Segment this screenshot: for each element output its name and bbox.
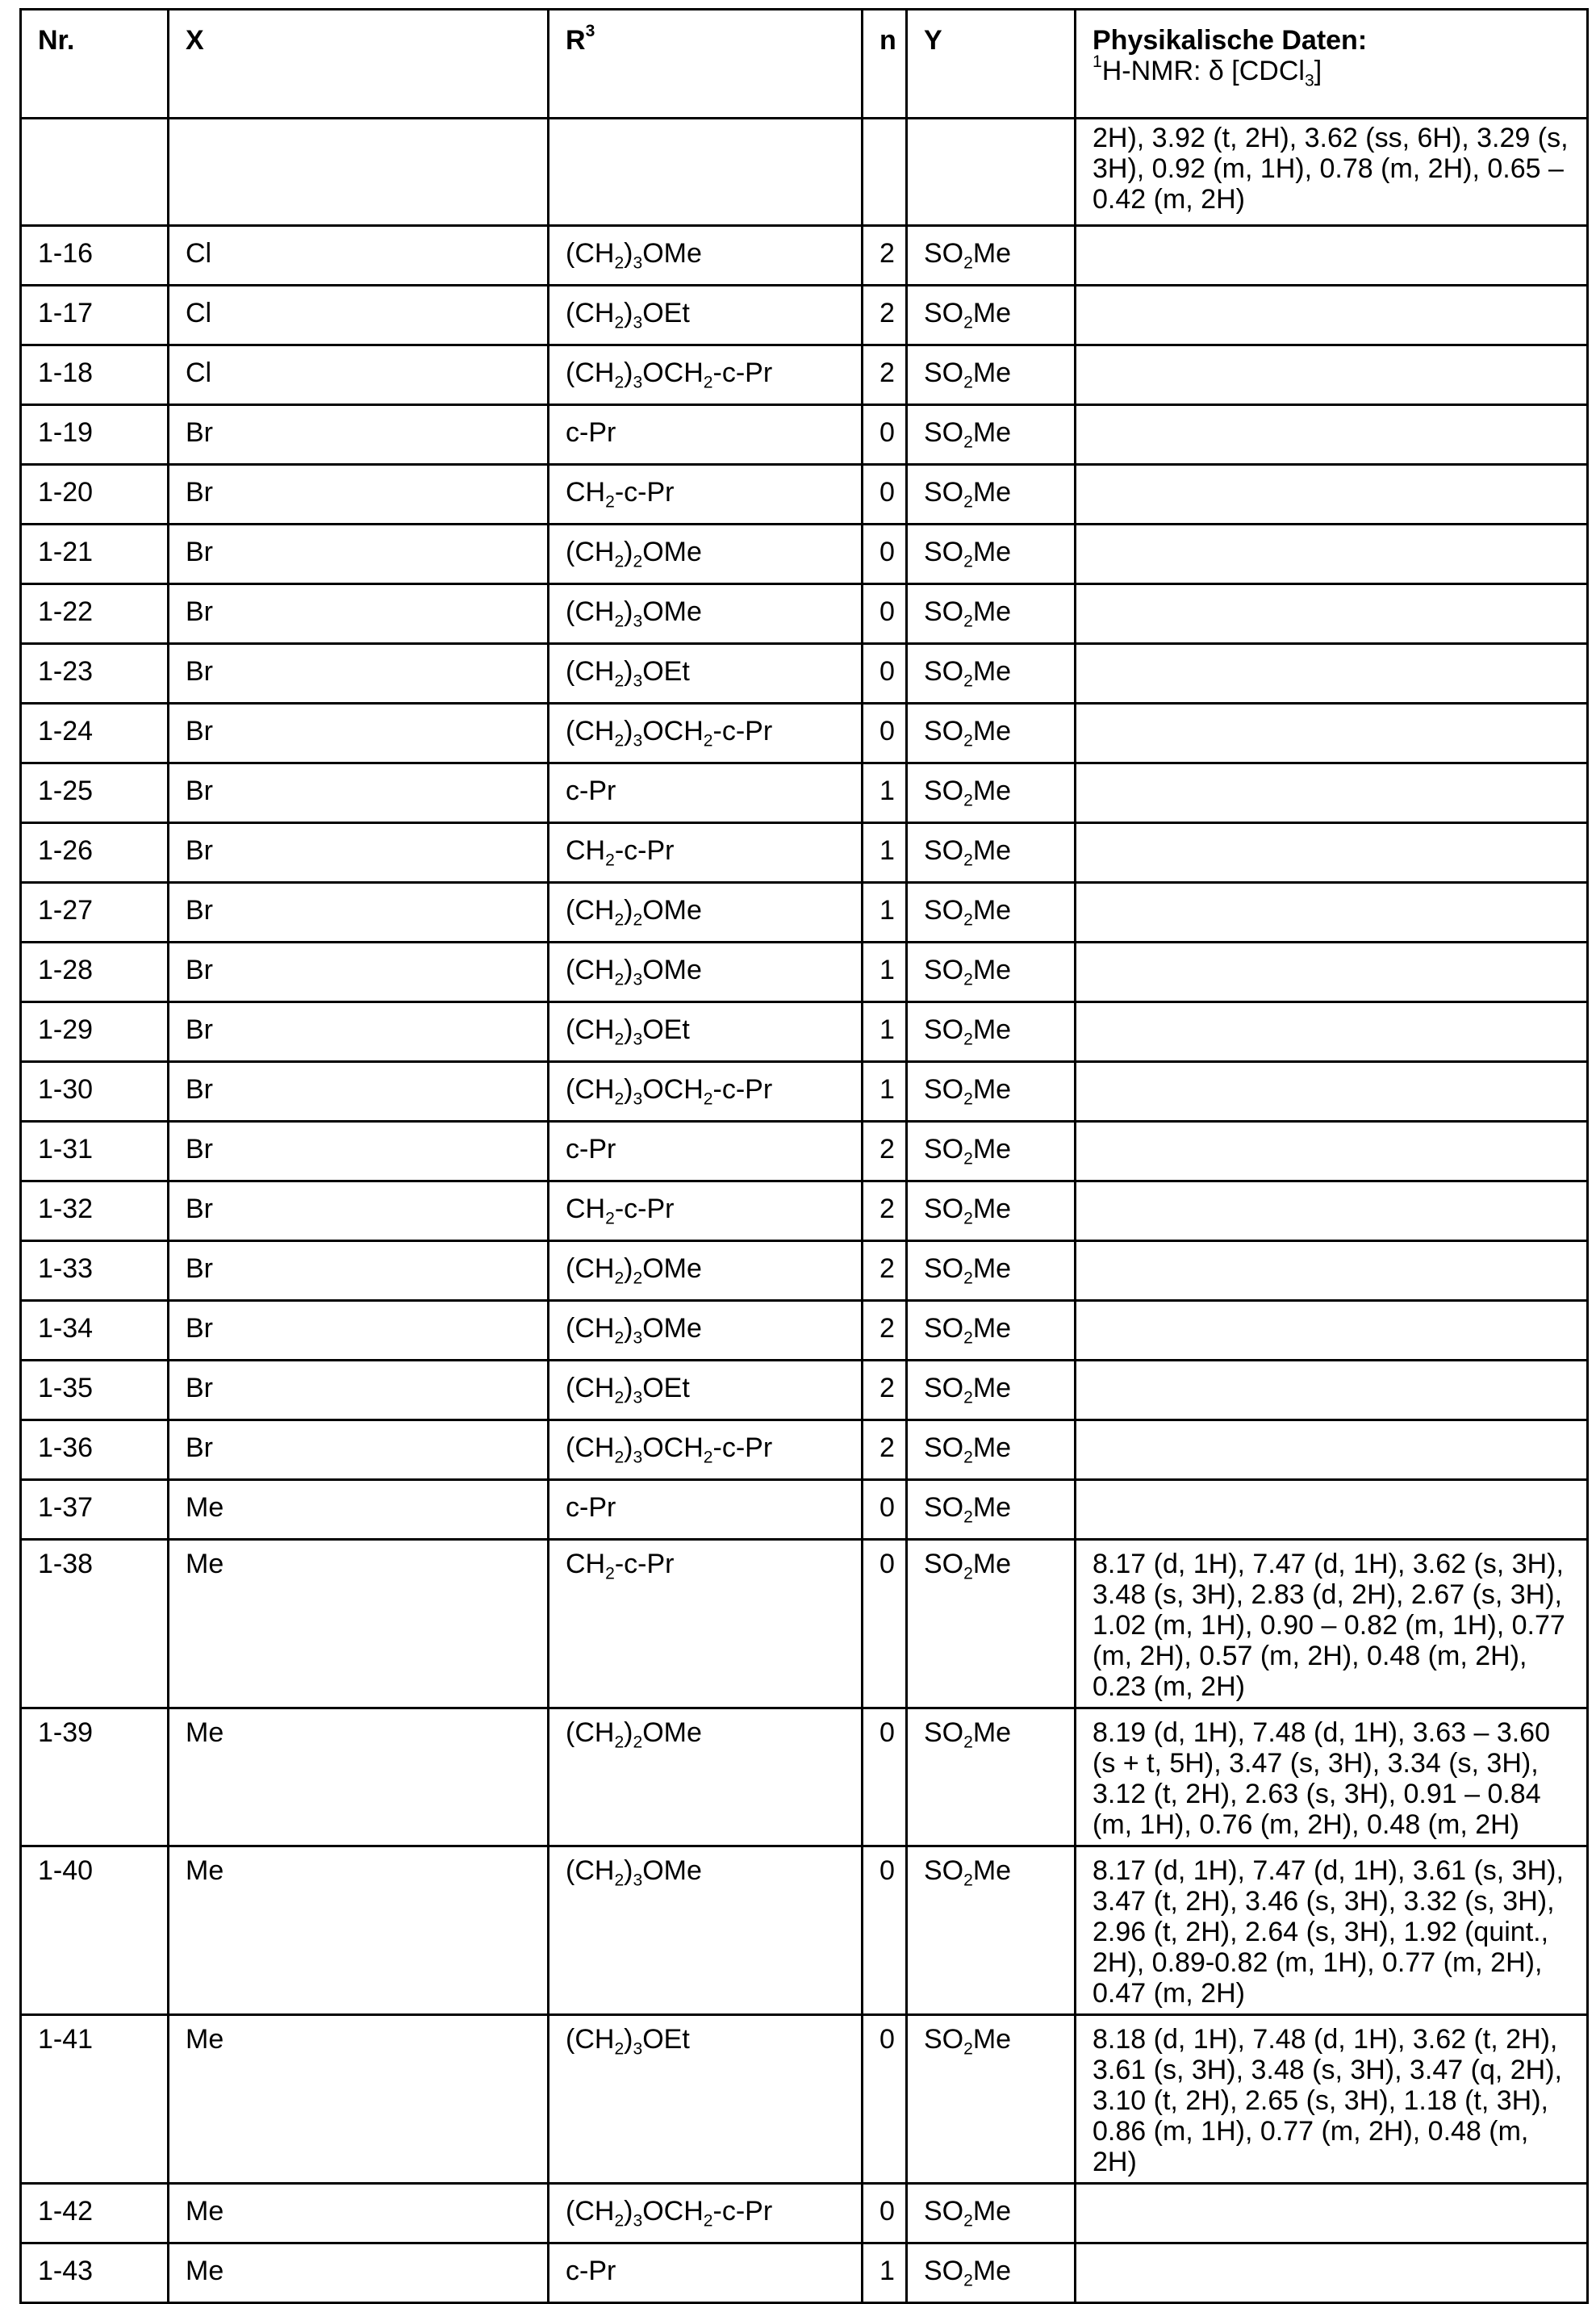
cell-nr: 1-28 [21, 943, 169, 1002]
cell-x: Br [169, 644, 549, 704]
table-row [21, 1480, 1588, 1540]
cell-r3: $(CH_2)_3OCH_2-c-Pr$ [549, 1062, 863, 1122]
cell-n: 0 [863, 584, 907, 644]
cell-n: 1 [863, 883, 907, 943]
table-row [21, 405, 1588, 465]
cell-n: 2 [863, 1241, 907, 1301]
cell-nr: 1-39 [21, 1708, 169, 1846]
cell-nmr: 8.17 (d, 1H), 7.47 (d, 1H), 3.61 (s, 3H), 3.47 (t, 2H), 3.46 (s, 3H), 3.32 (s, 3H), 2.96 (t, 2H), 2.64 (s, 3H), 1.92 (quint., 2H), 0.89-0.82 (m, 1H), 0.77 (m, 2H), 0.47 (m, 2H) [1076, 1846, 1588, 2015]
cell-n: 0 [863, 2184, 907, 2243]
table-row [21, 1002, 1588, 1062]
table-row [21, 286, 1588, 345]
header-x: X [169, 10, 549, 119]
cell-nmr [1076, 525, 1588, 584]
cell-nmr [1076, 1241, 1588, 1301]
cell-nmr [1076, 644, 1588, 704]
cell-nmr [1076, 1062, 1588, 1122]
cell-n: 1 [863, 943, 907, 1002]
cell-x: Me [169, 2243, 549, 2303]
cell-n: 0 [863, 1540, 907, 1708]
cell-r3: $(CH_2)_3OMe$ [549, 1846, 863, 2015]
cell-x: Br [169, 465, 549, 525]
table-row [21, 1062, 1588, 1122]
cell-n: 2 [863, 1361, 907, 1420]
cell-r3: $(CH_2)_3OEt$ [549, 1361, 863, 1420]
table-row [21, 943, 1588, 1002]
header-r3: $R^3$ [549, 10, 863, 119]
header-nr: Nr. [21, 10, 169, 119]
cell-x: Br [169, 584, 549, 644]
cell-y: $SO_2Me$ [907, 1181, 1076, 1241]
cell-nr: 1-33 [21, 1241, 169, 1301]
cell-n: 1 [863, 1002, 907, 1062]
cell-nmr [1076, 2243, 1588, 2303]
cell-nr: 1-16 [21, 226, 169, 286]
cell-nr: 1-40 [21, 1846, 169, 2015]
table-header [21, 10, 1588, 119]
cell-y: $SO_2Me$ [907, 286, 1076, 345]
cell-y: $SO_2Me$ [907, 2243, 1076, 2303]
table-row [21, 1122, 1588, 1181]
header-physical-data [1076, 10, 1588, 119]
cell-nmr [1076, 1420, 1588, 1480]
cell-y: $SO_2Me$ [907, 1420, 1076, 1480]
cell-r3: $(CH_2)_3OMe$ [549, 943, 863, 1002]
cell-nr: 1-42 [21, 2184, 169, 2243]
cell-r3: c-Pr [549, 1480, 863, 1540]
cell-r3: $(CH_2)_2OMe$ [549, 1708, 863, 1846]
cell-x: Cl [169, 226, 549, 286]
cell-n: 0 [863, 1846, 907, 2015]
cell-x: Br [169, 1361, 549, 1420]
cell-x: Me [169, 1540, 549, 1708]
cell-nr: 1-22 [21, 584, 169, 644]
cell-x: Br [169, 943, 549, 1002]
table-row [21, 226, 1588, 286]
cell-y: $SO_2Me$ [907, 1122, 1076, 1181]
cell-n: 1 [863, 763, 907, 823]
cell-nr: 1-34 [21, 1301, 169, 1361]
cell-r3: $(CH_2)_2OMe$ [549, 1241, 863, 1301]
cell-nmr [1076, 1181, 1588, 1241]
cell-n: 2 [863, 345, 907, 405]
cell-r3: $(CH_2)_3OMe$ [549, 1301, 863, 1361]
cell-nr: 1-20 [21, 465, 169, 525]
cell-nr: 1-23 [21, 644, 169, 704]
cell-nr: 1-29 [21, 1002, 169, 1062]
cell-n: 0 [863, 1708, 907, 1846]
cell-n: 0 [863, 644, 907, 704]
cell-nr: 1-30 [21, 1062, 169, 1122]
cell-nr: 1-36 [21, 1420, 169, 1480]
cell-nr: 1-35 [21, 1361, 169, 1420]
cell-n: 0 [863, 2015, 907, 2184]
cell-y: $SO_2Me$ [907, 1062, 1076, 1122]
cell-nr: 1-41 [21, 2015, 169, 2184]
cell-nr: 1-19 [21, 405, 169, 465]
cell-nmr [1076, 943, 1588, 1002]
cell-r3 [549, 119, 863, 226]
cell-nmr [1076, 1361, 1588, 1420]
cell-nmr [1076, 345, 1588, 405]
cell-nr: 1-17 [21, 286, 169, 345]
table-row [21, 2243, 1588, 2303]
cell-r3: $(CH_2)_2OMe$ [549, 525, 863, 584]
cell-nmr [1076, 2184, 1588, 2243]
cell-nr: 1-43 [21, 2243, 169, 2303]
cell-nmr [1076, 286, 1588, 345]
cell-nmr [1076, 1122, 1588, 1181]
cell-x: Br [169, 1181, 549, 1241]
cell-nmr [1076, 1301, 1588, 1361]
cell-r3: $(CH_2)_3OEt$ [549, 2015, 863, 2184]
cell-y: $SO_2Me$ [907, 1002, 1076, 1062]
cell-nr: 1-21 [21, 525, 169, 584]
cell-r3: $(CH_2)_3OEt$ [549, 286, 863, 345]
cell-r3: $CH_2-c-Pr$ [549, 465, 863, 525]
cell-r3: $CH_2-c-Pr$ [549, 1181, 863, 1241]
cell-y: $SO_2Me$ [907, 345, 1076, 405]
table-row [21, 823, 1588, 883]
cell-r3: $(CH_2)_3OCH_2-c-Pr$ [549, 704, 863, 763]
compound-table [19, 8, 1589, 2304]
table-row [21, 1241, 1588, 1301]
table-row [21, 1361, 1588, 1420]
cell-y: $SO_2Me$ [907, 584, 1076, 644]
cell-r3: $(CH_2)_3OCH_2-c-Pr$ [549, 2184, 863, 2243]
table-row [21, 1301, 1588, 1361]
cell-y: $SO_2Me$ [907, 704, 1076, 763]
cell-r3: $(CH_2)_3OEt$ [549, 1002, 863, 1062]
cell-x: Me [169, 2184, 549, 2243]
cell-nmr [1076, 226, 1588, 286]
header-n: n [863, 10, 907, 119]
header-nmr-solvent: $^1$H-NMR: δ [CDCl$_3$] [1093, 52, 1322, 90]
table-row [21, 1181, 1588, 1241]
cell-n: 2 [863, 1420, 907, 1480]
cell-nr: 1-24 [21, 704, 169, 763]
cell-x: Cl [169, 286, 549, 345]
cell-nmr [1076, 1002, 1588, 1062]
cell-n: 0 [863, 525, 907, 584]
cell-nr: 1-26 [21, 823, 169, 883]
cell-r3: $(CH_2)_3OCH_2-c-Pr$ [549, 345, 863, 405]
cell-n: 2 [863, 1122, 907, 1181]
cell-r3: c-Pr [549, 1122, 863, 1181]
cell-nr: 1-38 [21, 1540, 169, 1708]
table-row [21, 465, 1588, 525]
cell-nmr [1076, 584, 1588, 644]
cell-y: $SO_2Me$ [907, 823, 1076, 883]
cell-nr: 1-31 [21, 1122, 169, 1181]
cell-y: $SO_2Me$ [907, 405, 1076, 465]
cell-nr: 1-32 [21, 1181, 169, 1241]
cell-n: 1 [863, 1062, 907, 1122]
cell-nmr [1076, 883, 1588, 943]
table-row [21, 763, 1588, 823]
cell-x: Br [169, 1301, 549, 1361]
table-row [21, 1420, 1588, 1480]
cell-n: 1 [863, 823, 907, 883]
cell-r3: $CH_2-c-Pr$ [549, 823, 863, 883]
cell-nmr [1076, 405, 1588, 465]
cell-nr: 1-37 [21, 1480, 169, 1540]
cell-x: Br [169, 1062, 549, 1122]
cell-r3: $CH_2-c-Pr$ [549, 1540, 863, 1708]
cell-x: Br [169, 763, 549, 823]
table-row [21, 883, 1588, 943]
cell-n: 2 [863, 1181, 907, 1241]
cell-nr [21, 119, 169, 226]
cell-n: 0 [863, 405, 907, 465]
table-body [21, 119, 1588, 2303]
cell-n: 2 [863, 226, 907, 286]
cell-x: Me [169, 1480, 549, 1540]
table-row [21, 2184, 1588, 2243]
cell-n: 0 [863, 704, 907, 763]
cell-nmr: 8.18 (d, 1H), 7.48 (d, 1H), 3.62 (t, 2H), 3.61 (s, 3H), 3.48 (s, 3H), 3.47 (q, 2H), 3.10 (t, 2H), 2.65 (s, 3H), 1.18 (t, 3H), 0.86 (m, 1H), 0.77 (m, 2H), 0.48 (m, 2H) [1076, 2015, 1588, 2184]
cell-y: $SO_2Me$ [907, 1301, 1076, 1361]
cell-x [169, 119, 549, 226]
cell-nmr [1076, 823, 1588, 883]
table-row [21, 2015, 1588, 2184]
cell-nmr: 2H), 3.92 (t, 2H), 3.62 (ss, 6H), 3.29 (s, 3H), 0.92 (m, 1H), 0.78 (m, 2H), 0.65 – 0.42 (m, 2H) [1076, 119, 1588, 226]
cell-nmr: 8.17 (d, 1H), 7.47 (d, 1H), 3.62 (s, 3H), 3.48 (s, 3H), 2.83 (d, 2H), 2.67 (s, 3H), 1.02 (m, 1H), 0.90 – 0.82 (m, 1H), 0.77 (m, 2H), 0.57 (m, 2H), 0.48 (m, 2H), 0.23 (m, 2H) [1076, 1540, 1588, 1708]
cell-r3: c-Pr [549, 2243, 863, 2303]
cell-x: Br [169, 704, 549, 763]
cell-n [863, 119, 907, 226]
cell-r3: $(CH_2)_3OEt$ [549, 644, 863, 704]
cell-r3: $(CH_2)_3OCH_2-c-Pr$ [549, 1420, 863, 1480]
cell-y: $SO_2Me$ [907, 1241, 1076, 1301]
cell-n: 1 [863, 2243, 907, 2303]
cell-x: Me [169, 2015, 549, 2184]
table-row [21, 1708, 1588, 1846]
cell-nmr [1076, 763, 1588, 823]
cell-r3: $(CH_2)_3OMe$ [549, 584, 863, 644]
cell-y: $SO_2Me$ [907, 1480, 1076, 1540]
cell-n: 0 [863, 465, 907, 525]
table-row [21, 584, 1588, 644]
cell-nr: 1-18 [21, 345, 169, 405]
cell-y: $SO_2Me$ [907, 525, 1076, 584]
cell-y: $SO_2Me$ [907, 465, 1076, 525]
header-physical-data-title: Physikalische Daten: [1093, 25, 1368, 56]
cell-x: Br [169, 1420, 549, 1480]
cell-y [907, 119, 1076, 226]
cell-y: $SO_2Me$ [907, 226, 1076, 286]
cell-r3: c-Pr [549, 763, 863, 823]
cell-x: Br [169, 823, 549, 883]
table-row [21, 345, 1588, 405]
cell-x: Br [169, 1241, 549, 1301]
cell-y: $SO_2Me$ [907, 763, 1076, 823]
cell-x: Me [169, 1708, 549, 1846]
cell-y: $SO_2Me$ [907, 1846, 1076, 2015]
cell-y: $SO_2Me$ [907, 943, 1076, 1002]
cell-n: 2 [863, 1301, 907, 1361]
cell-n: 0 [863, 1480, 907, 1540]
cell-x: Cl [169, 345, 549, 405]
cell-x: Br [169, 1002, 549, 1062]
cell-y: $SO_2Me$ [907, 883, 1076, 943]
table-row [21, 704, 1588, 763]
cell-y: $SO_2Me$ [907, 2184, 1076, 2243]
table-row [21, 1540, 1588, 1708]
cell-x: Br [169, 525, 549, 584]
cell-n: 2 [863, 286, 907, 345]
cell-x: Br [169, 405, 549, 465]
cell-y: $SO_2Me$ [907, 1540, 1076, 1708]
cell-nmr: 8.19 (d, 1H), 7.48 (d, 1H), 3.63 – 3.60 (s + t, 5H), 3.47 (s, 3H), 3.34 (s, 3H), 3.12 (t, 2H), 2.63 (s, 3H), 0.91 – 0.84 (m, 1H), 0.76 (m, 2H), 0.48 (m, 2H) [1076, 1708, 1588, 1846]
cell-r3: c-Pr [549, 405, 863, 465]
cell-nmr [1076, 704, 1588, 763]
cell-nr: 1-25 [21, 763, 169, 823]
cell-x: Br [169, 1122, 549, 1181]
cell-x: Me [169, 1846, 549, 2015]
table-row-continuation [21, 119, 1588, 226]
header-y: Y [907, 10, 1076, 119]
cell-nr: 1-27 [21, 883, 169, 943]
cell-nmr [1076, 1480, 1588, 1540]
cell-y: $SO_2Me$ [907, 2015, 1076, 2184]
cell-x: Br [169, 883, 549, 943]
cell-r3: $(CH_2)_3OMe$ [549, 226, 863, 286]
cell-y: $SO_2Me$ [907, 1708, 1076, 1846]
cell-r3: $(CH_2)_2OMe$ [549, 883, 863, 943]
table-row [21, 525, 1588, 584]
cell-y: $SO_2Me$ [907, 1361, 1076, 1420]
table-row [21, 1846, 1588, 2015]
cell-y: $SO_2Me$ [907, 644, 1076, 704]
table-row [21, 644, 1588, 704]
cell-nmr [1076, 465, 1588, 525]
